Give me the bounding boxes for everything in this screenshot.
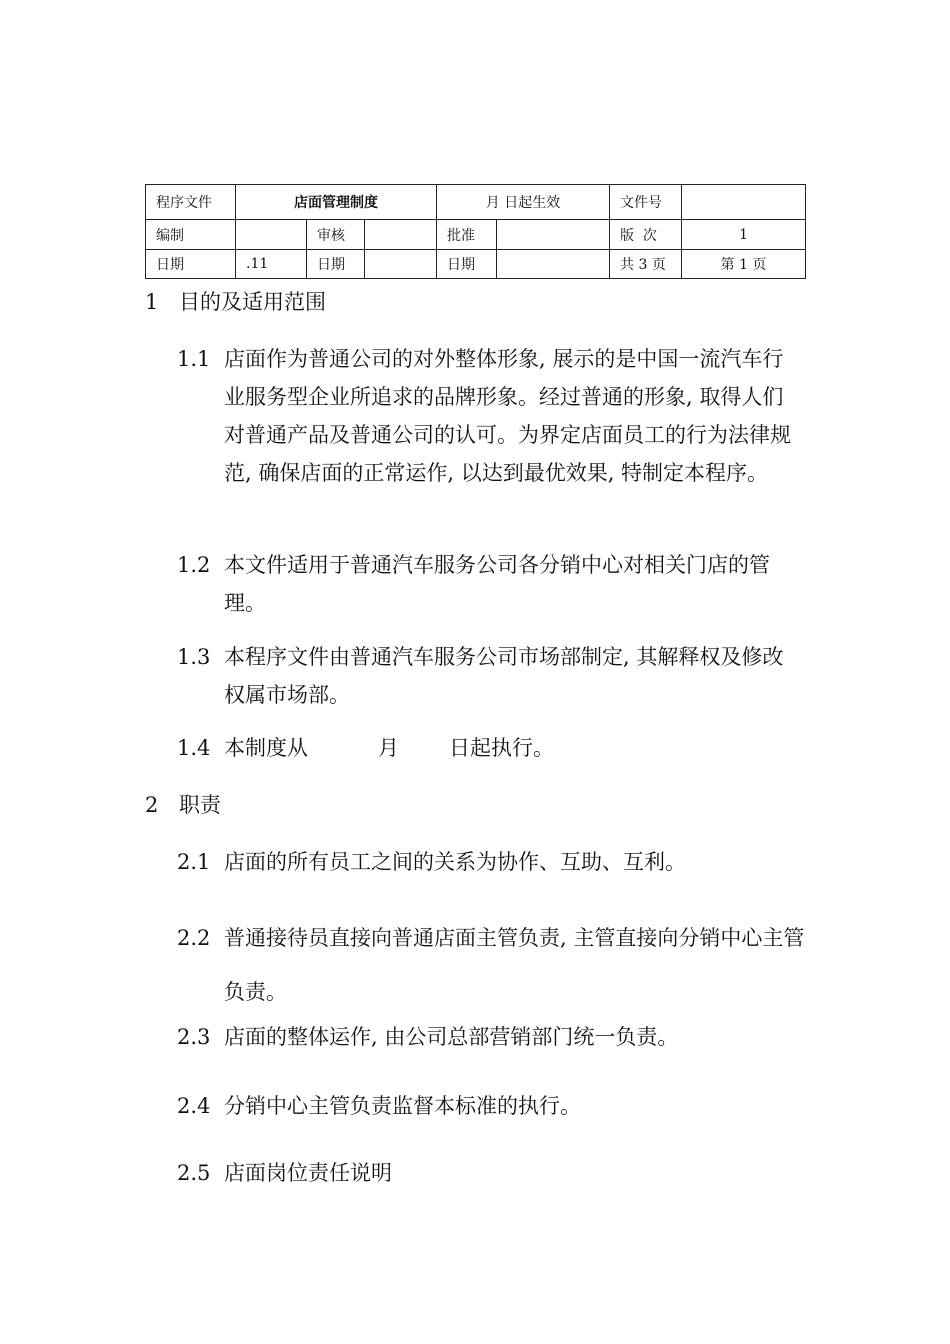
item-1-1: 1.1 店面作为普通公司的对外整体形象, 展示的是中国一流汽车行业服务型企业所追求的品牌形象。经过普通的形象, 取得人们对普通产品及普通公司的认可。为界定店面员工的行为法律规范, 确保店面的正常运作, 以达到最优效果, 特制定本程序。 bbox=[177, 347, 791, 485]
doc-no-label: 文件号 bbox=[610, 185, 682, 220]
review-date-label: 日期 bbox=[307, 250, 365, 279]
item-2-3: 2.3 店面的整体运作, 由公司总部营销部门统一负责。 bbox=[177, 1025, 679, 1049]
doc-no-value bbox=[682, 185, 806, 220]
effective-date: 月 日起生效 bbox=[437, 185, 610, 220]
review-value bbox=[365, 220, 437, 250]
item-1-2: 1.2 本文件适用于普通汽车服务公司各分销中心对相关门店的管理。 bbox=[177, 553, 770, 615]
author-date-value: .11 bbox=[236, 250, 307, 279]
total-pages: 共 3 页 bbox=[610, 250, 682, 279]
item-1-4: 1.4 本制度从 月 日起执行。 bbox=[177, 736, 554, 760]
document-header-table bbox=[145, 184, 806, 279]
author-date-label: 日期 bbox=[146, 250, 236, 279]
doc-type-label: 程序文件 bbox=[146, 185, 236, 220]
review-date-value bbox=[365, 250, 437, 279]
item-2-1: 2.1 店面的所有员工之间的关系为协作、互助、互利。 bbox=[177, 850, 686, 874]
author-value bbox=[236, 220, 307, 250]
approve-date-value bbox=[497, 250, 610, 279]
author-label: 编制 bbox=[146, 220, 236, 250]
version-value: 1 bbox=[682, 220, 806, 250]
page-number: 第 1 页 bbox=[682, 250, 806, 279]
section-2-heading: 2 职责 bbox=[145, 793, 221, 817]
item-1-3: 1.3 本程序文件由普通汽车服务公司市场部制定, 其解释权及修改权属市场部。 bbox=[177, 645, 784, 707]
doc-title: 店面管理制度 bbox=[236, 185, 437, 220]
approve-date-label: 日期 bbox=[437, 250, 497, 279]
section-1-heading: 1 目的及适用范围 bbox=[145, 290, 326, 314]
approve-value bbox=[497, 220, 610, 250]
item-2-4: 2.4 分销中心主管负责监督本标准的执行。 bbox=[177, 1094, 581, 1118]
item-2-2: 2.2 普通接待员直接向普通店面主管负责, 主管直接向分销中心主管负责。 bbox=[177, 926, 805, 1004]
approve-label: 批准 bbox=[437, 220, 497, 250]
version-label: 版 次 bbox=[610, 220, 682, 250]
review-label: 审核 bbox=[307, 220, 365, 250]
item-2-5: 2.5 店面岗位责任说明 bbox=[177, 1161, 392, 1185]
